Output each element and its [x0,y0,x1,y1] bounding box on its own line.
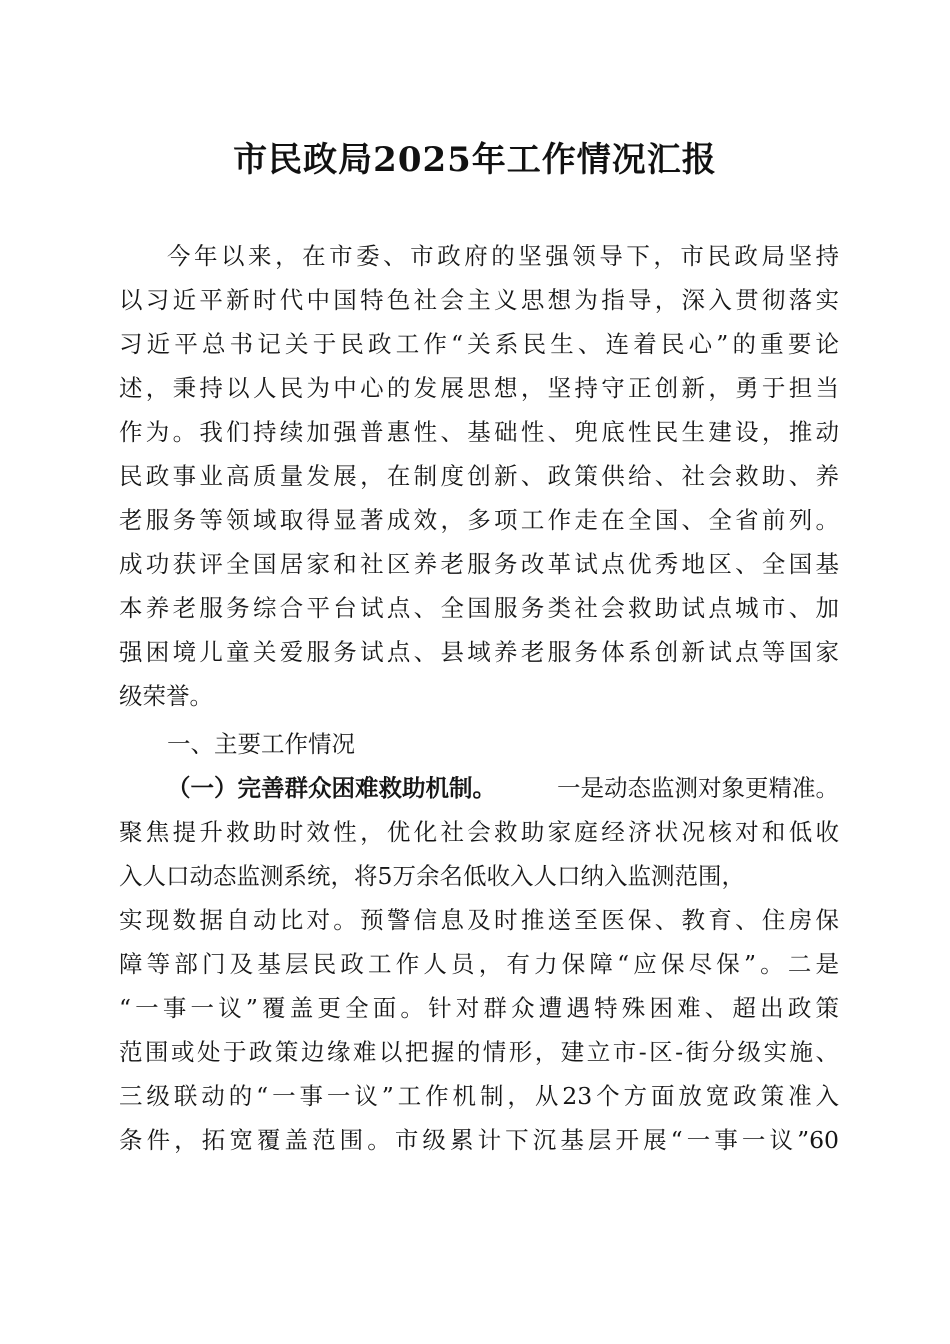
intro-line: 老服务等领域取得显著成效，多项工作走在全国、全省前列。 [119,506,839,534]
body-line: 条件，拓宽覆盖范围。市级累计下沉基层开展“一事一议”60 [119,1126,839,1154]
body-line: “一事一议”覆盖更全面。针对群众遭遇特殊困难、超出政策 [119,994,839,1022]
document-title: 市民政局2025年工作情况汇报 [233,140,717,180]
intro-line: 本养老服务综合平台试点、全国服务类社会救助试点城市、加 [119,594,839,622]
body-line: 入人口动态监测系统，将5万余名低收入人口纳入监测范围， [119,862,745,890]
body-line: 聚焦提升救助时效性，优化社会救助家庭经济状况核对和低收 [119,818,839,846]
intro-line: 级荣誉。 [119,682,213,710]
body-line: 障等部门及基层民政工作人员，有力保障“应保尽保”。二是 [119,950,839,978]
subsection-first-line [167,768,839,808]
subsection-first-rest: 一是动态监测对象更精准。 [557,774,839,802]
intro-line: 民政事业高质量发展，在制度创新、政策供给、社会救助、养 [119,462,839,490]
intro-line: 今年以来，在市委、市政府的坚强领导下，市民政局坚持 [167,242,839,270]
section-heading: 一、主要工作情况 [167,730,355,758]
body-line: 实现数据自动比对。预警信息及时推送至医保、教育、住房保 [119,906,839,934]
intro-line: 以习近平新时代中国特色社会主义思想为指导，深入贯彻落实 [119,286,839,314]
intro-line: 作为。我们持续加强普惠性、基础性、兜底性民生建设，推动 [119,418,839,446]
body-line: 三级联动的“一事一议”工作机制，从23个方面放宽政策准入 [119,1082,839,1110]
intro-line: 强困境儿童关爱服务试点、县域养老服务体系创新试点等国家 [119,638,839,666]
subsection-title: （一）完善群众困难救助机制。 [167,774,496,802]
intro-line: 习近平总书记关于民政工作“关系民生、连着民心”的重要论 [119,330,839,358]
intro-line: 述，秉持以人民为中心的发展思想，坚持守正创新，勇于担当 [119,374,839,402]
body-line: 范围或处于政策边缘难以把握的情形，建立市-区-街分级实施、 [119,1038,839,1066]
intro-line: 成功获评全国居家和社区养老服务改革试点优秀地区、全国基 [119,550,839,578]
